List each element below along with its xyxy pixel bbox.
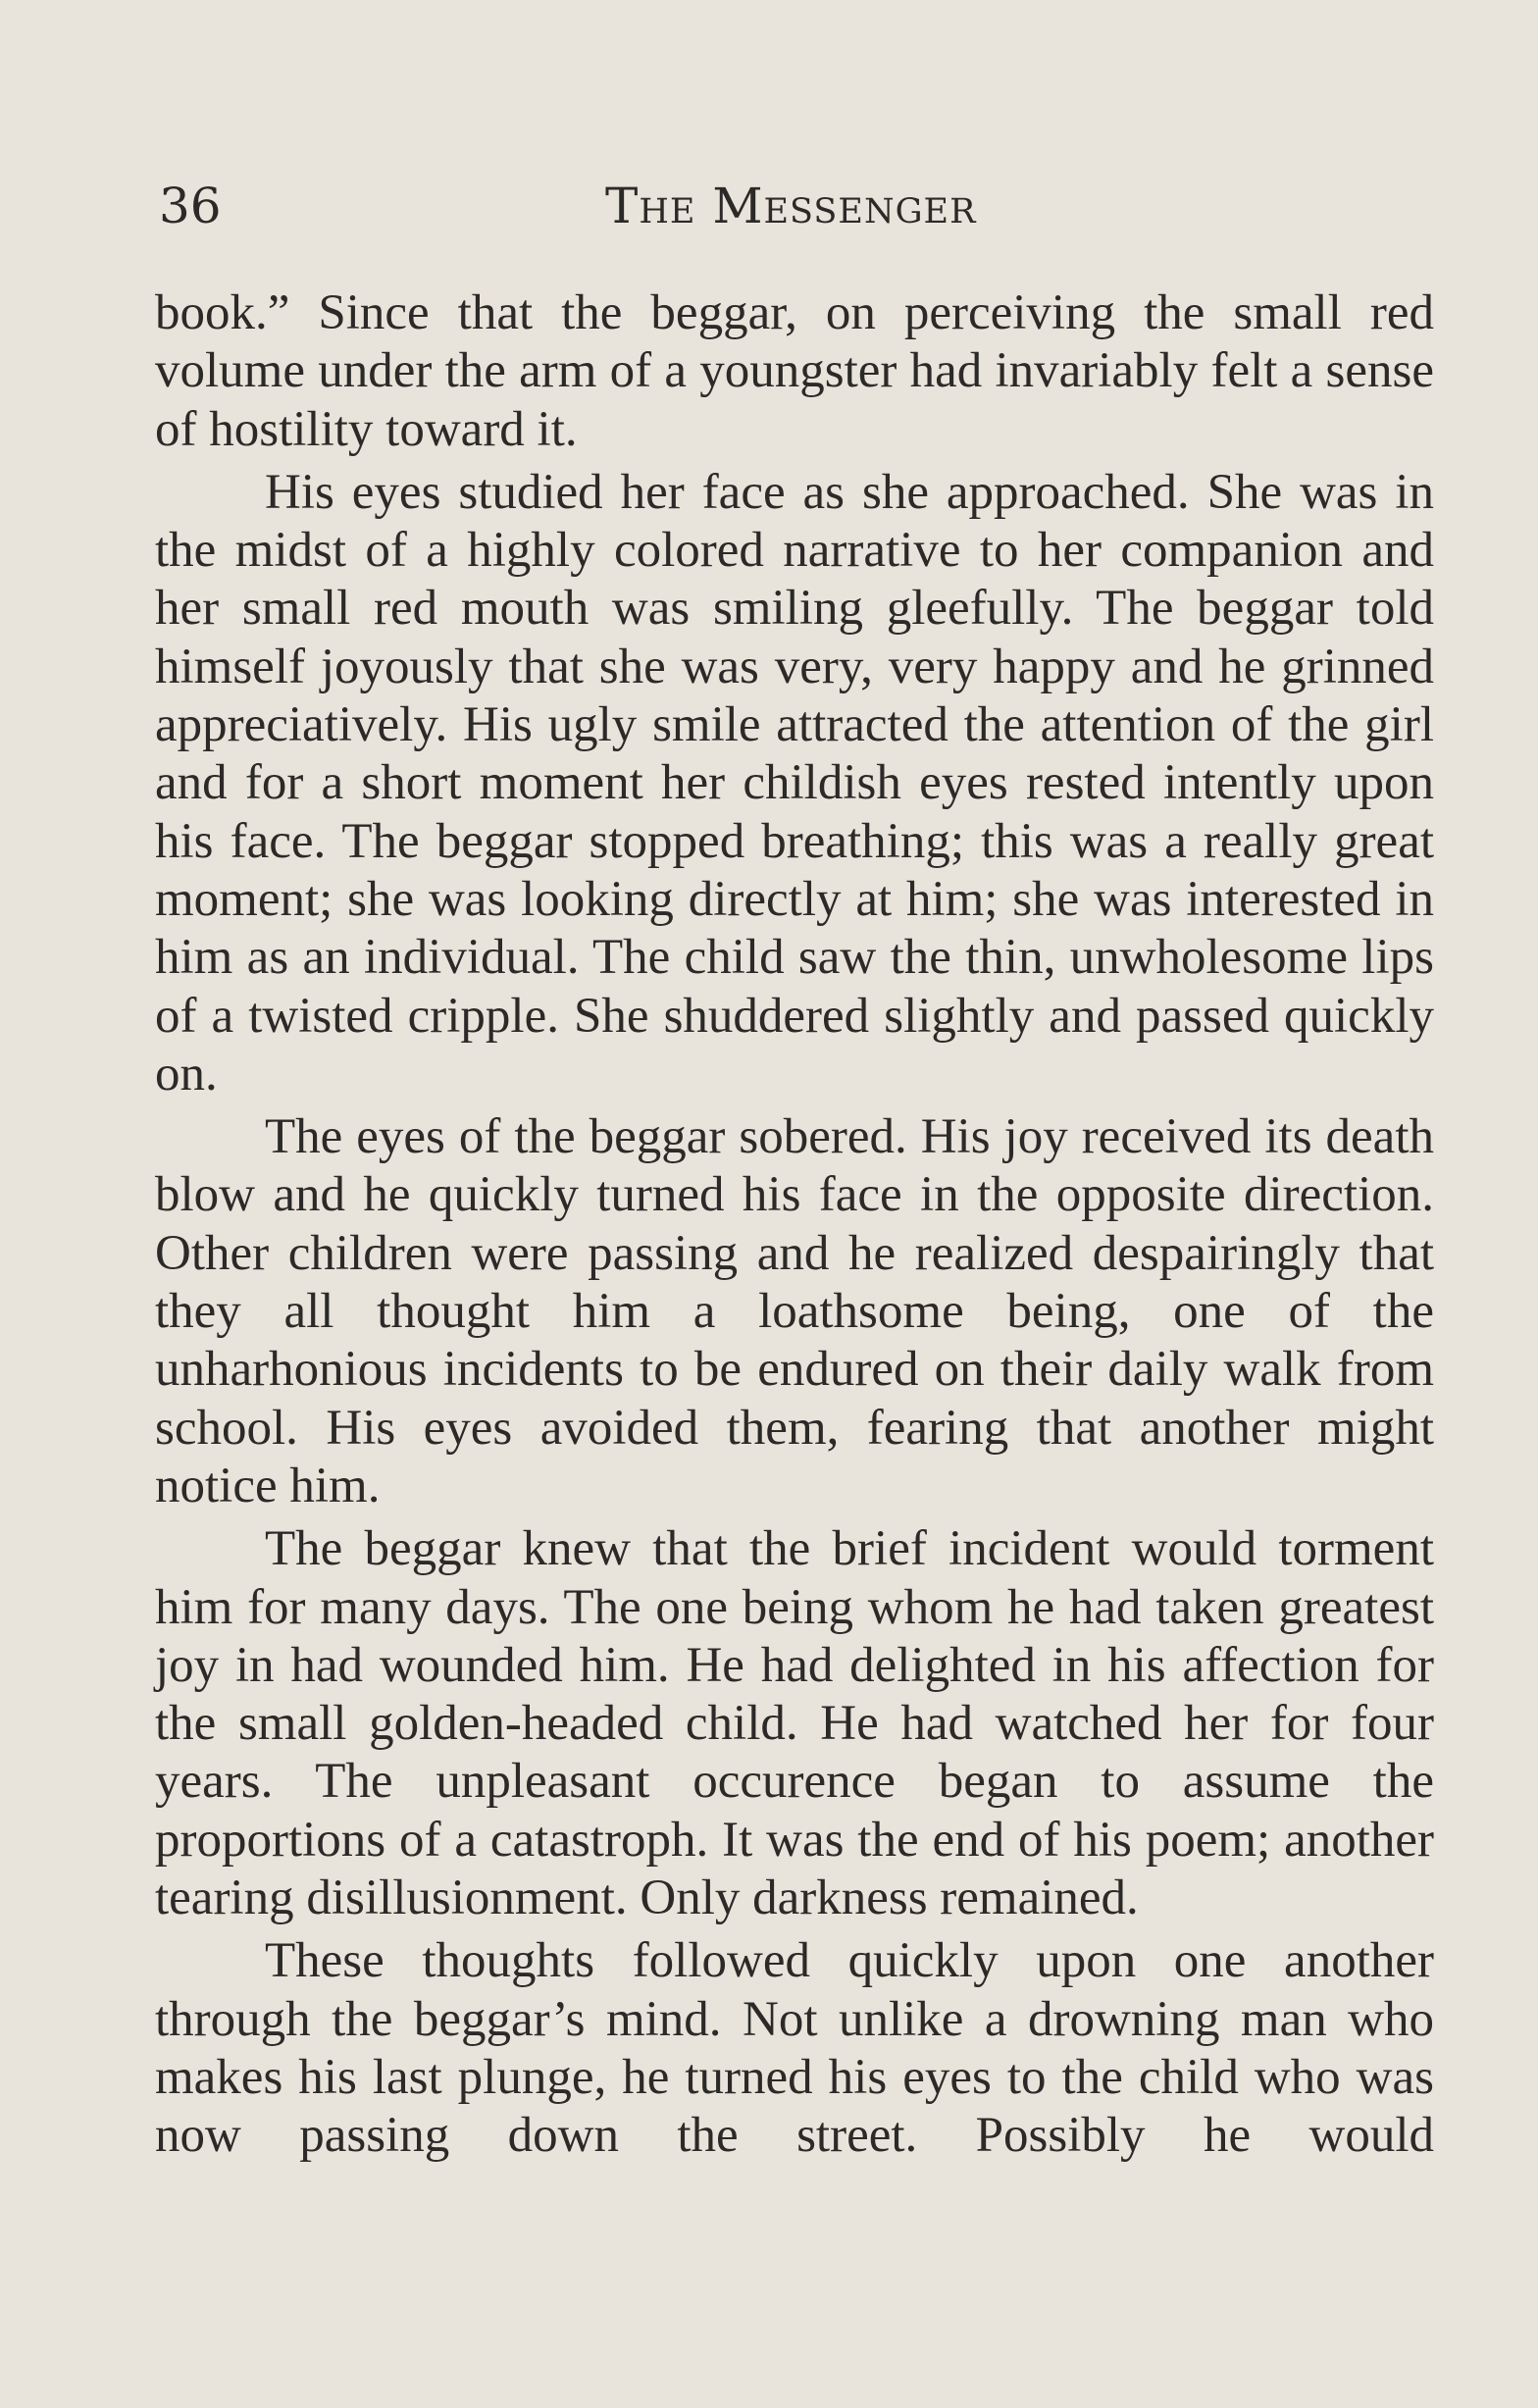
paragraph: book.” Since that the beggar, on perceiving the small red volume under the arm of a youngster had invariably felt a sense of hostility toward it. (155, 285, 1434, 457)
page-header (159, 167, 1434, 245)
running-title: The Messenger (605, 178, 977, 234)
paragraph: The beggar knew that the brief incident would torment him for many days. The one being whom he had taken greatest joy in had wounded him. He had delighted in his affection for the small golden-headed child. He had watched her for four years. The unpleasant occurence began to assume the proportions of a catastroph. It was the end of his poem; another tearing disillusionment. Only darkness remained. (155, 1521, 1434, 1926)
paragraph: These thoughts followed quickly upon one another through the beggar’s mind. Not unlike a drowning man who makes his last plunge, he turned his eyes to the child who was now passing down the street. Possibly he would (155, 1933, 1434, 2164)
page-number: 36 (159, 178, 222, 234)
paragraph: His eyes studied her face as she approached. She was in the midst of a highly colored narrative to her companion and her small red mouth was smiling gleefully. The beggar told himself joyously that she was very, very happy and he grinned appreciatively. His ugly smile attracted the attention of the girl and for a short moment her childish eyes rested intently upon his face. The beggar stopped breathing; this was a really great moment; she was looking directly at him; she was interested in him as an individual. The child saw the thin, unwholesome lips of a twisted cripple. She shuddered slightly and passed quickly on. (155, 464, 1434, 1102)
paragraph: The eyes of the beggar sobered. His joy received its death blow and he quickly turned his face in the opposite direction. Other children were passing and he realized despairingly that they all thought him a loathsome being, one of the unharhonious incidents to be endured on their daily walk from school. His eyes avoided them, fearing that another might notice him. (155, 1109, 1434, 1513)
body-text (155, 284, 1434, 2166)
